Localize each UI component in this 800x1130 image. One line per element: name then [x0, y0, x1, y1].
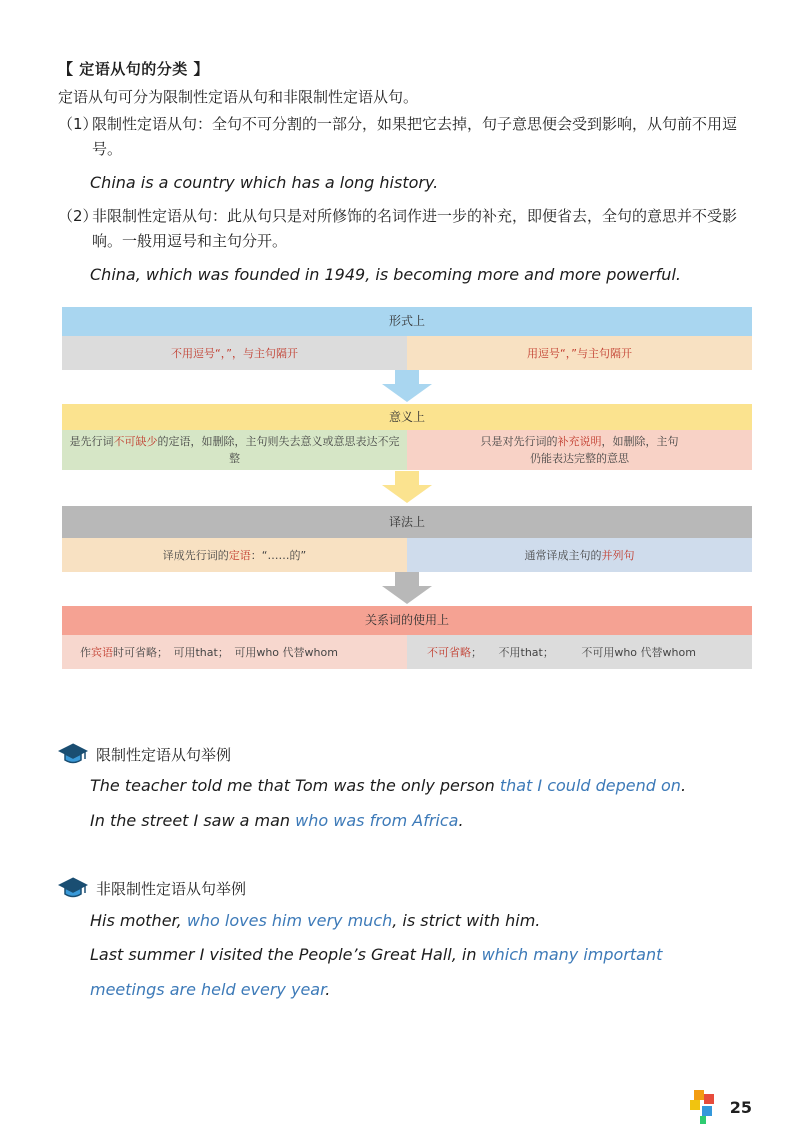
- diagram-header-form: 形式上: [62, 307, 752, 336]
- diagram-cell-right: [407, 538, 752, 572]
- item-text: 非限制性定语从句：此从句只是对所修饰的名词作进一步的补充，即便省去，全句的意思并不受影响。一般用逗号和主句分开。: [92, 207, 738, 250]
- nonrestrictive-caption: [58, 876, 246, 900]
- diagram-header-meaning: 意义上: [62, 404, 752, 430]
- nonrestrictive-example-2: Last summer I visited the People’s Great Hall, in which many important: [90, 945, 663, 964]
- diagram-header-translation: 译法上: [62, 506, 752, 538]
- item-number: （1）: [58, 115, 98, 133]
- diagram-cell-left: [62, 336, 407, 370]
- item-text: 限制性定语从句：全句不可分割的一部分，如果把它去掉，句子意思便会受到影响，从句前不用逗号。: [92, 115, 738, 158]
- cell-text: 作宾语时可省略； 可用that； 可用who 代替whom: [80, 645, 338, 659]
- logo-icon: [690, 1090, 718, 1124]
- nonrestrictive-example-1: His mother, who loves him very much, is strict with him.: [90, 911, 541, 930]
- example-sentence: China is a country which has a long history.: [90, 173, 439, 192]
- graduation-cap-icon: [58, 876, 88, 900]
- cell-text: 译成先行词的定语：“……的”: [162, 548, 307, 562]
- example-sentence: China, which was founded in 1949, is becoming more and more powerful.: [90, 265, 681, 284]
- down-arrow-icon: [382, 471, 432, 507]
- down-arrow-icon: [382, 370, 432, 406]
- cell-text: 不用逗号“，”，与主句隔开: [171, 346, 298, 360]
- cell-text: 通常译成主句的并列句: [524, 548, 635, 562]
- page-number: 25: [729, 1098, 752, 1117]
- diagram-cell-left: [62, 635, 407, 669]
- diagram-cell-right: [407, 430, 752, 470]
- diagram-header-relative-word: 关系词的使用上: [62, 606, 752, 635]
- diagram-cell-left: [62, 538, 407, 572]
- section-title: 【 定语从句的分类 】: [58, 60, 209, 78]
- intro-text: 定语从句可分为限制性定语从句和非限制性定语从句。: [58, 88, 419, 106]
- caption-text: 非限制性定语从句举例: [96, 879, 247, 898]
- restrictive-example-1: The teacher told me that Tom was the only person that I could depend on.: [90, 776, 687, 795]
- diagram-cell-left: [62, 430, 407, 470]
- diagram-cell-right: [407, 635, 752, 669]
- graduation-cap-icon: [58, 742, 88, 766]
- nonrestrictive-example-2-cont: meetings are held every year.: [90, 980, 331, 999]
- diagram-cell-right: [407, 336, 752, 370]
- item-number: （2）: [58, 207, 98, 225]
- cell-text: 是先行词不可缺少的定语，如删除，主句则失去意义或意思表达不完整: [69, 435, 400, 465]
- cell-text: 不可省略； 不用that； 不可用who 代替whom: [427, 645, 696, 659]
- item-restrictive: [58, 112, 758, 162]
- caption-text: 限制性定语从句举例: [96, 745, 232, 764]
- cell-text: 用逗号“，”与主句隔开: [527, 346, 632, 360]
- restrictive-example-2: In the street I saw a man who was from Africa.: [90, 811, 464, 830]
- item-nonrestrictive: [58, 204, 758, 254]
- cell-text: 只是对先行词的补充说明，如删除，主句仍能表达完整的意思: [480, 435, 679, 465]
- restrictive-caption: [58, 742, 231, 766]
- down-arrow-icon: [382, 572, 432, 608]
